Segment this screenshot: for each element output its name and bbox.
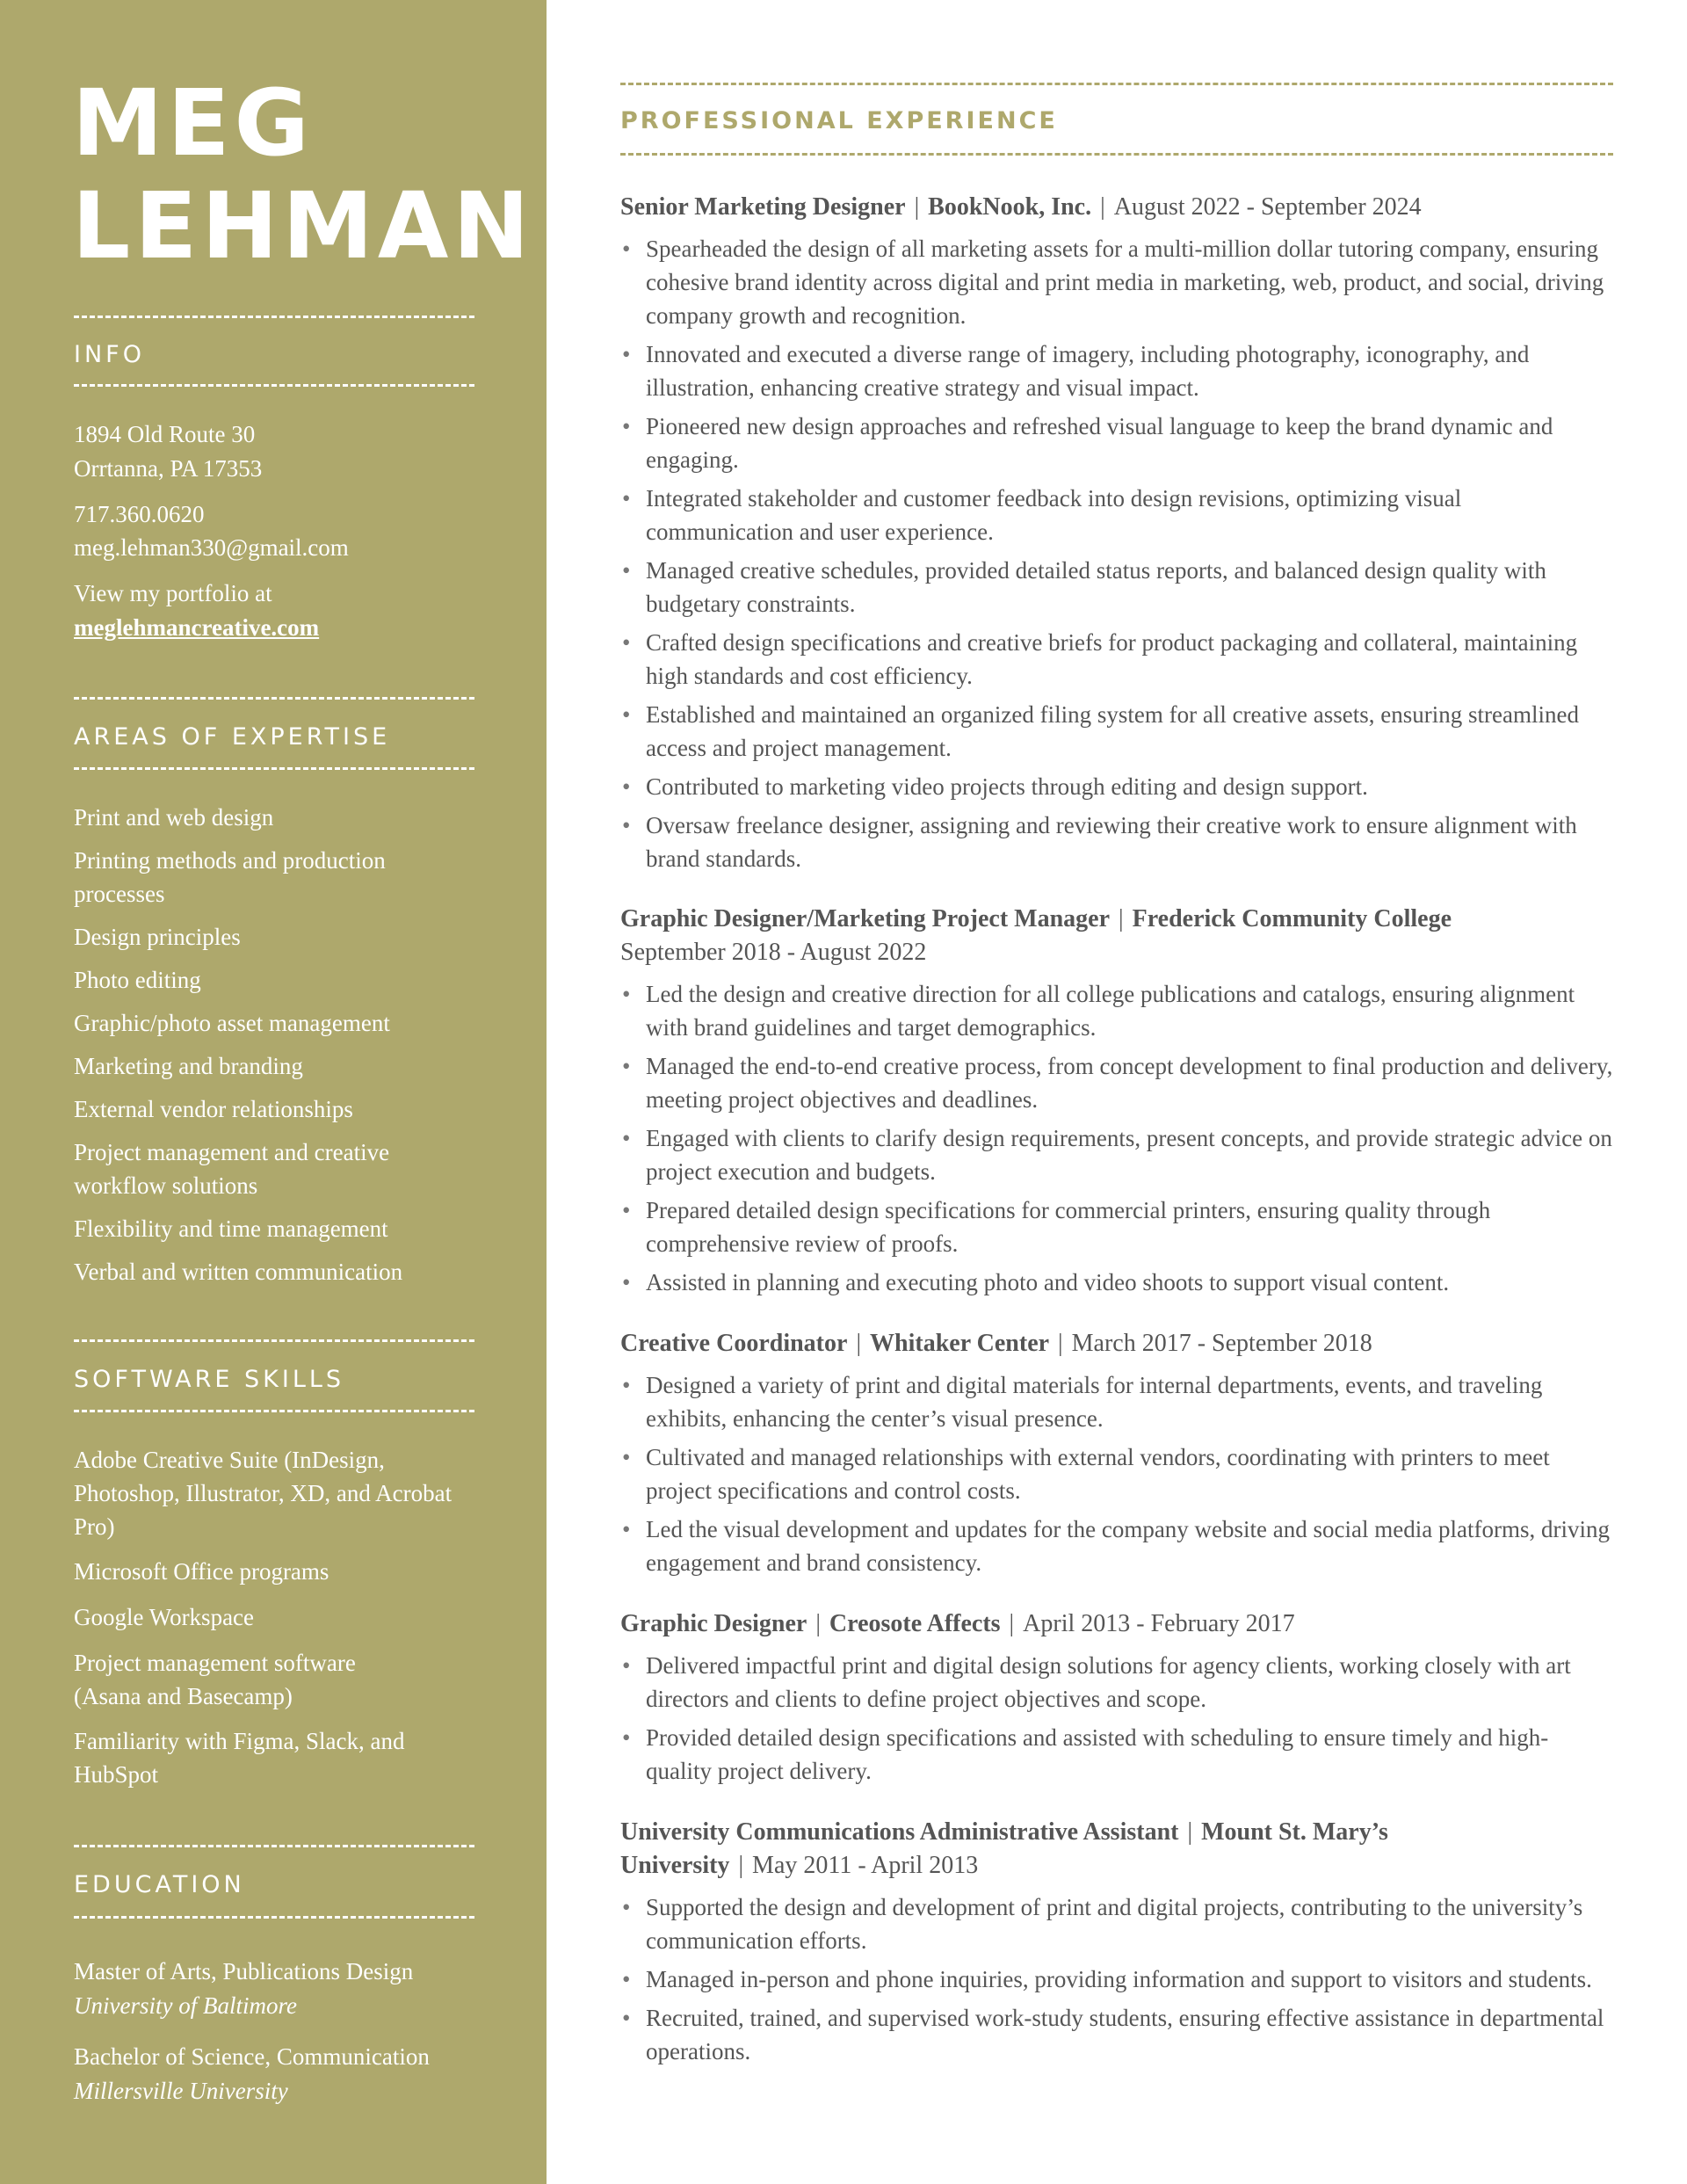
job-title: Senior Marketing Designer xyxy=(620,193,906,221)
job-header: Graphic Designer/Marketing Project Manager | Frederick Community College September 2018 - August 2022 xyxy=(620,905,1452,966)
job-bullets xyxy=(620,232,1613,881)
bullet-item: • Recruited, trained, and supervised work-study students, ensuring effective assistance in departmental operations. xyxy=(620,2001,1613,2068)
expertise-item: Printing methods and production processes xyxy=(74,847,386,907)
bullet-item: • Managed the end-to-end creative process, from concept development to final production and delivery, meeting project objectives and deadlines. xyxy=(620,1049,1613,1116)
address-line-1: 1894 Old Route 30 xyxy=(74,421,256,447)
portfolio-link[interactable]: meglehmancreative.com xyxy=(74,614,320,641)
bullet-item: • Delivered impactful print and digital design solutions for agency clients, working closely with art directors and clients to define project objectives and scope. xyxy=(620,1649,1613,1716)
bullet-item: • Innovated and executed a diverse range of imagery, including photography, iconography, and illustration, enhancing creative strategy and visual impact. xyxy=(620,337,1613,404)
job-header: University Communications Administrative Assistant | Mount St. Mary’s University | May 2011 - April 2013 xyxy=(620,1818,1388,1879)
bullet-item: • Managed in-person and phone inquiries, providing information and support to visitors and students. xyxy=(620,1963,1613,1996)
bullet-item: • Designed a variety of print and digital materials for internal departments, events, and traveling exhibits, enhancing the center’s visual presence. xyxy=(620,1368,1613,1435)
bullet-item: • Led the visual development and updates for the company website and social media platforms, driving engagement and brand consistency. xyxy=(620,1513,1613,1579)
job-dates: April 2013 - February 2017 xyxy=(1023,1610,1295,1637)
expertise-item: External vendor relationships xyxy=(74,1096,353,1122)
expertise-item: Flexibility and time management xyxy=(74,1215,388,1242)
expertise-item: Project management and creative workflow solutions xyxy=(74,1139,390,1199)
portfolio-text: View my portfolio at xyxy=(74,580,272,606)
bullet-item: • Led the design and creative direction for all college publications and catalogs, ensuring alignment with brand guidelines and target demographics. xyxy=(620,977,1613,1044)
job-bullets xyxy=(620,977,1613,1304)
address-line-2: Orrtanna, PA 17353 xyxy=(74,455,263,482)
bullet-item: • Managed creative schedules, provided detailed status reports, and balanced design quality with budgetary constraints. xyxy=(620,554,1613,620)
software-item: Adobe Creative Suite (InDesign, Photoshop, Illustrator, XD, and Acrobat Pro) xyxy=(74,1447,453,1540)
software-heading: SOFTWARE SKILLS xyxy=(74,1366,345,1393)
bullet-item: • Provided detailed design specifications and assisted with scheduling to ensure timely and high-quality project delivery. xyxy=(620,1721,1613,1788)
bullet-item: • Assisted in planning and executing photo and video shoots to support visual content. xyxy=(620,1266,1613,1299)
job-header: Graphic Designer | Creosote Affects | April 2013 - February 2017 xyxy=(620,1610,1295,1637)
bullet-item: • Spearheaded the design of all marketing assets for a multi-million dollar tutoring company, ensuring cohesive brand identity across digital and print media in marketing, web, product, and social, driving company growth and recognition. xyxy=(620,232,1613,332)
job-header: Creative Coordinator | Whitaker Center | March 2017 - September 2018 xyxy=(620,1330,1372,1357)
education-school: Millersville University xyxy=(74,2078,288,2104)
bullet-item: • Established and maintained an organized filing system for all creative assets, ensuring streamlined access and project management. xyxy=(620,698,1613,765)
job-dates: September 2018 - August 2022 xyxy=(620,939,927,966)
job-company: Whitaker Center xyxy=(870,1330,1050,1357)
divider xyxy=(74,1339,474,1342)
expertise-item: Design principles xyxy=(74,924,241,950)
experience-heading: PROFESSIONAL EXPERIENCE xyxy=(620,107,1058,134)
divider xyxy=(74,697,474,700)
job-title: Graphic Designer xyxy=(620,1610,807,1637)
sidebar xyxy=(0,0,547,2184)
bullet-item: • Engaged with clients to clarify design requirements, present concepts, and provide strategic advice on project execution and budgets. xyxy=(620,1121,1613,1188)
name-last: LEHMAN xyxy=(72,172,534,279)
job-bullets xyxy=(620,1368,1613,1585)
expertise-heading: AREAS OF EXPERTISE xyxy=(74,723,391,751)
bullet-item: • Crafted design specifications and creative briefs for product packaging and collateral, maintaining high standards and cost efficiency. xyxy=(620,626,1613,693)
bullet-item: • Supported the design and development of print and digital projects, contributing to the university’s communication efforts. xyxy=(620,1890,1613,1957)
job-header: Senior Marketing Designer | BookNook, Inc. | August 2022 - September 2024 xyxy=(620,193,1422,221)
job-dates: March 2017 - September 2018 xyxy=(1071,1330,1372,1357)
job-bullets xyxy=(620,1890,1613,2073)
software-item: Familiarity with Figma, Slack, and HubSpot xyxy=(74,1728,405,1788)
job-company: Mount St. Mary’s University xyxy=(620,1818,1388,1879)
divider xyxy=(74,1410,474,1412)
divider xyxy=(74,1845,474,1847)
job-dates: May 2011 - April 2013 xyxy=(752,1852,979,1879)
divider xyxy=(74,767,474,770)
divider xyxy=(620,153,1613,156)
email-address: meg.lehman330@gmail.com xyxy=(74,534,349,561)
bullet-item: • Integrated stakeholder and customer feedback into design revisions, optimizing visual communication and user experience. xyxy=(620,482,1613,548)
education-degree: Bachelor of Science, Communication xyxy=(74,2043,430,2070)
bullet-item: • Contributed to marketing video projects through editing and design support. xyxy=(620,770,1613,803)
bullet-item: • Cultivated and managed relationships with external vendors, coordinating with printers to meet project specifications and control costs. xyxy=(620,1440,1613,1507)
expertise-item: Verbal and written communication xyxy=(74,1259,403,1285)
job-company: BookNook, Inc. xyxy=(928,193,1092,221)
software-item: Project management software (Asana and Basecamp) xyxy=(74,1650,356,1709)
expertise-item: Photo editing xyxy=(74,967,201,993)
education-school: University of Baltimore xyxy=(74,1992,297,2019)
job-title: University Communications Administrative Assistant xyxy=(620,1818,1179,1846)
job-bullets xyxy=(620,1649,1613,1793)
education-heading: EDUCATION xyxy=(74,1871,245,1898)
job-company: Creosote Affects xyxy=(829,1610,1001,1637)
bullet-item: • Prepared detailed design specifications for commercial printers, ensuring quality through comprehensive review of proofs. xyxy=(620,1194,1613,1260)
education-degree: Master of Arts, Publications Design xyxy=(74,1958,414,1984)
info-heading: INFO xyxy=(74,341,145,368)
job-title: Creative Coordinator xyxy=(620,1330,848,1357)
job-title: Graphic Designer/Marketing Project Manager xyxy=(620,905,1111,932)
divider xyxy=(74,1916,474,1919)
job-company: Frederick Community College xyxy=(1132,905,1452,932)
software-item: Google Workspace xyxy=(74,1604,255,1630)
bullet-item: • Oversaw freelance designer, assigning and reviewing their creative work to ensure alignment with brand standards. xyxy=(620,809,1613,875)
divider xyxy=(74,384,474,387)
phone-number: 717.360.0620 xyxy=(74,501,205,527)
expertise-item: Marketing and branding xyxy=(74,1053,303,1079)
expertise-item: Graphic/photo asset management xyxy=(74,1010,390,1036)
divider xyxy=(74,316,474,318)
software-item: Microsoft Office programs xyxy=(74,1558,329,1585)
name-first: MEG xyxy=(72,69,314,177)
job-dates: August 2022 - September 2024 xyxy=(1113,193,1422,221)
expertise-item: Print and web design xyxy=(74,804,274,831)
divider xyxy=(620,83,1613,85)
bullet-item: • Pioneered new design approaches and refreshed visual language to keep the brand dynamic and engaging. xyxy=(620,410,1613,476)
